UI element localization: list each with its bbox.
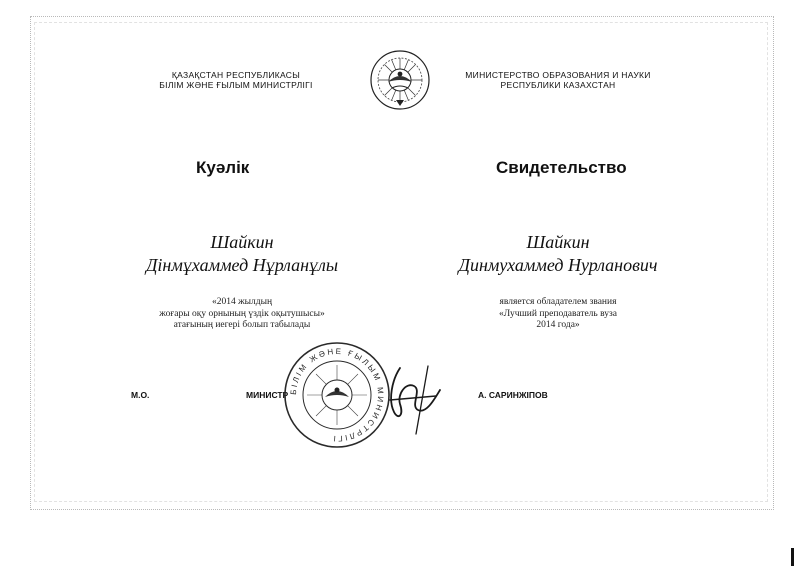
header-kazakh-line1: ҚАЗАҚСТАН РЕСПУБЛИКАСЫ bbox=[171, 70, 301, 80]
header-russian bbox=[438, 70, 678, 90]
header-russian-line2: РЕСПУБЛИКИ КАЗАХСТАН bbox=[500, 80, 616, 90]
signatory-name: А. САРИНЖІПОВ bbox=[478, 390, 548, 400]
header-kazakh bbox=[116, 70, 356, 90]
description-kazakh-line2: жоғары оқу орнының үздік оқытушысы» bbox=[159, 308, 325, 319]
state-emblem-icon bbox=[368, 48, 432, 112]
header-kazakh-line2: БІЛІМ ЖӘНЕ ҒЫЛЫМ МИНИСТРЛІГІ bbox=[159, 80, 313, 90]
description-russian-line1: является обладателем звания bbox=[499, 297, 617, 307]
recipient-surname-russian: Шайкин bbox=[526, 232, 590, 252]
description-russian bbox=[408, 297, 708, 332]
recipient-given-kazakh: Дінмұхаммед Нұрланұлы bbox=[145, 255, 339, 275]
title-kazakh: Куәлік bbox=[196, 158, 250, 177]
seal-text: БІЛІМ ЖӘНЕ ҒЫЛЫМ МИНИСТРЛІГІ bbox=[288, 346, 386, 444]
description-kazakh-line3: атағының иегері болып табылады bbox=[173, 320, 311, 330]
recipient-given-russian: Динмухаммед Нурланович bbox=[458, 255, 658, 275]
description-russian-line3: 2014 года» bbox=[536, 320, 580, 330]
description-kazakh bbox=[92, 297, 392, 332]
title-russian: Свидетельство bbox=[496, 158, 627, 177]
recipient-surname-kazakh: Шайкин bbox=[210, 232, 274, 252]
stamp-place-label: М.О. bbox=[131, 390, 150, 400]
description-kazakh-line1: «2014 жылдың bbox=[211, 297, 273, 307]
handwritten-signature bbox=[370, 360, 450, 440]
header-russian-line1: МИНИСТЕРСТВО ОБРАЗОВАНИЯ И НАУКИ bbox=[465, 70, 651, 80]
minister-label: МИНИСТР bbox=[246, 390, 289, 400]
description-russian-line2: «Лучший преподаватель вуза bbox=[498, 308, 618, 319]
scan-edge-mark bbox=[791, 548, 794, 566]
